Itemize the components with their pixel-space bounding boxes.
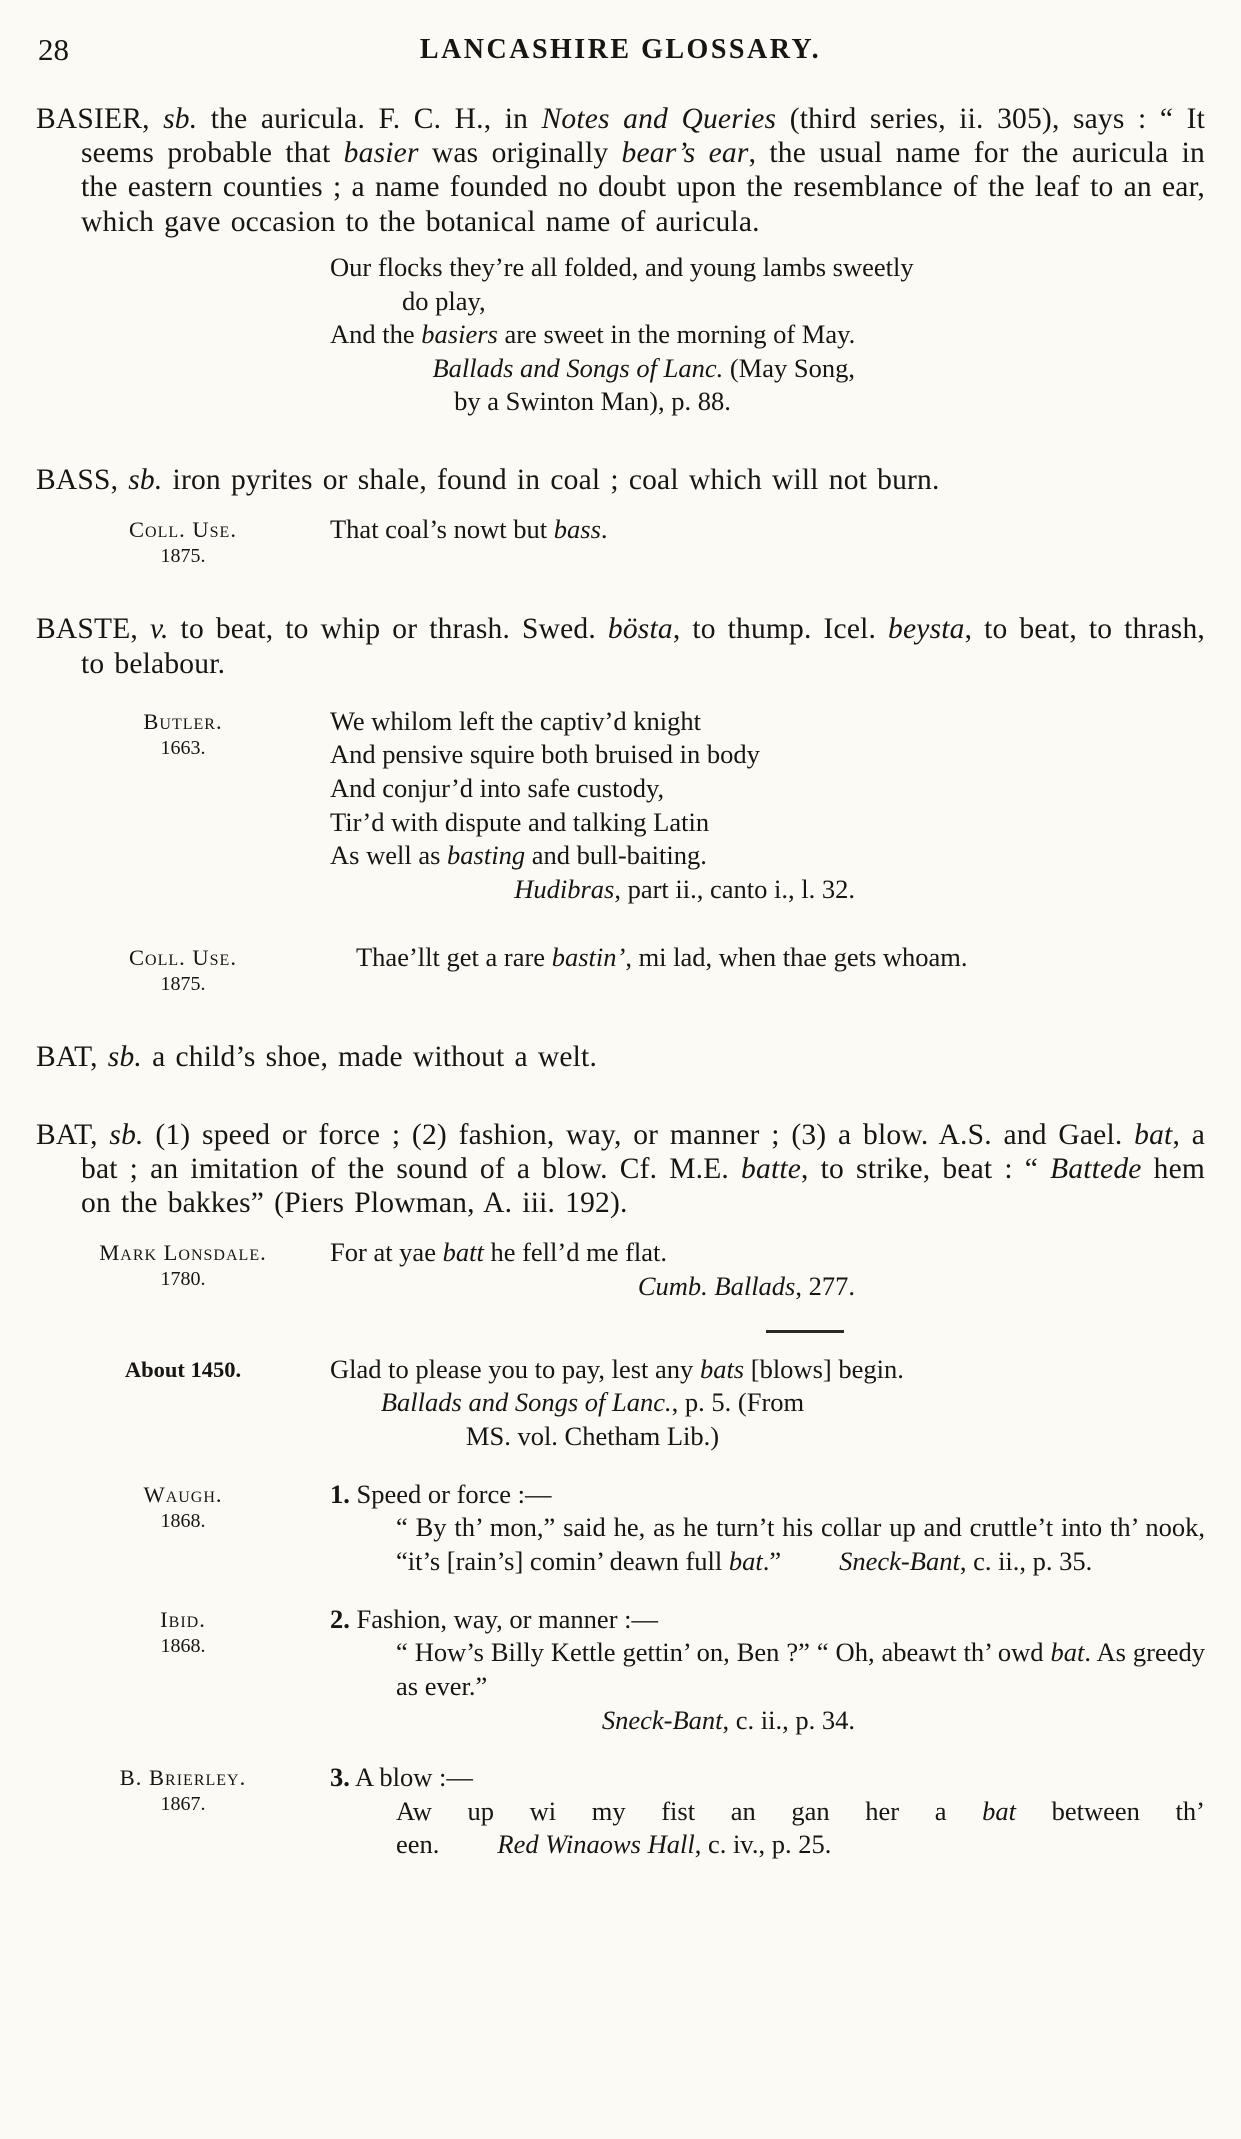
quote-attribution: Ballads and Songs of Lanc. (May Song,: [432, 352, 855, 383]
page-title: LANCASHIRE GLOSSARY.: [419, 34, 822, 65]
sense-number-heading: 2. Fashion, way, or manner :—: [330, 1603, 659, 1634]
quote-line: do play,: [402, 285, 486, 316]
citation-quote: [330, 1353, 1205, 1454]
citation-quote: [330, 513, 1205, 568]
quote-line: And pensive squire both bruised in body: [330, 739, 760, 770]
quote-line: Our flocks they’re all folded, and young lambs sweetly: [330, 251, 914, 282]
citation-source: B. Brierley.: [119, 1765, 247, 1791]
citation-year: 1868.: [160, 1509, 206, 1532]
citation-quote: [330, 705, 1205, 907]
citation-source-label: [36, 1478, 330, 1579]
quote-attribution: Cumb. Ballads, 277.: [637, 1271, 855, 1302]
quote-line: “ How’s Billy Kettle gettin’ on, Ben ?” “ Oh, abeawt th’ owd bat. As greedy as ever.”: [396, 1637, 1205, 1701]
citation-source: Coll. Use.: [129, 944, 237, 970]
quote-line: Glad to please you to pay, lest any bats [blows] begin.: [330, 1353, 904, 1384]
entry-basier: [36, 102, 1205, 419]
entry-baste-definition: BASTE, v. to beat, to whip or thrash. Swed. bösta, to thump. Icel. beysta, to beat, to thrash, to belabour.: [36, 613, 1205, 680]
citation-butler-1663: [36, 705, 1205, 907]
citation-year: 1875.: [160, 972, 206, 995]
quote-reference: Red Winaows Hall, c. iv., p. 25.: [497, 1829, 832, 1860]
citation-source-label: [36, 705, 330, 907]
citation-quote: [330, 1761, 1205, 1862]
citation-source-label: [36, 941, 330, 996]
citation-waugh-1868: [36, 1478, 1205, 1579]
citation-source-label: [36, 1353, 330, 1454]
entry-bat-shoe-definition: BAT, sb. a child’s shoe, made without a welt.: [36, 1040, 598, 1073]
quote-line: That coal’s nowt but bass.: [330, 514, 608, 545]
citation-year: 1780.: [160, 1268, 206, 1291]
entry-baste: [36, 612, 1205, 995]
entry-basier-quotation: [330, 251, 1205, 419]
quote-line: Tir’d with dispute and talking Latin: [330, 806, 710, 837]
scanned-page: [36, 30, 1205, 1862]
citation-source: About 1450.: [124, 1356, 242, 1382]
entry-bass-definition: BASS, sb. iron pyrites or shale, found in coal ; coal which will not burn.: [36, 464, 940, 497]
citation-brierley-1867: [36, 1761, 1205, 1862]
citation-source: Waugh.: [143, 1481, 223, 1507]
citation-coll-use-1875: [36, 941, 1205, 996]
entry-basier-definition: BASIER, sb. the auricula. F. C. H., in Notes and Queries (third series, ii. 305), says : “ It seems probable that basier was originally bear’s ear, the usual name for the auricula in the eastern counties ; a name founded no doubt upon the resemblance of the leaf to an ear, which gave occasion to the botanical name of auricula.: [36, 103, 1206, 238]
citation-source-label: [36, 1761, 330, 1862]
quote-line: For at yae batt he fell’d me flat.: [330, 1237, 668, 1268]
page-number: 28: [38, 32, 69, 67]
quote-attribution: Ballads and Songs of Lanc., p. 5. (From: [380, 1387, 805, 1418]
quote-text: Aw up wi my fist an gan her a bat between th’ een.: [396, 1795, 1205, 1860]
citation-source-label: [36, 513, 330, 568]
quote-attribution: MS. vol. Chetham Lib.): [465, 1421, 720, 1452]
citation-quote: [330, 1478, 1205, 1579]
citation-source-label: [36, 1603, 330, 1738]
citation-source: Mark Lonsdale.: [99, 1240, 267, 1266]
quote-line: [396, 1795, 1205, 1862]
citation-source-label: [36, 1236, 330, 1303]
section-divider-rule: [766, 1330, 844, 1333]
citation-ibid-1868: [36, 1603, 1205, 1738]
quote-line: Thae’llt get a rare bastin’, mi lad, when thae gets whoam.: [356, 941, 968, 972]
citation-quote: [330, 941, 1205, 996]
quote-line: As well as basting and bull-baiting.: [330, 840, 707, 871]
quote-line: [396, 1511, 1205, 1578]
quote-text: “ By th’ mon,” said he, as he turn’t his collar up and cruttle’t into th’ nook, “it’s [rain’s] comin’ deawn full bat.”: [396, 1512, 1205, 1576]
quote-attribution: by a Swinton Man), p. 88.: [454, 386, 731, 417]
citation-about-1450: [36, 1353, 1205, 1454]
citation-year: 1875.: [160, 545, 206, 568]
sense-number-heading: 1. Speed or force :—: [330, 1478, 552, 1509]
sense-number-heading: 3. A blow :—: [330, 1762, 473, 1793]
quote-reference: Sneck-Bant, c. ii., p. 34.: [601, 1704, 855, 1735]
citation-source: Butler.: [143, 708, 223, 734]
quote-line: And the basiers are sweet in the morning of May.: [330, 319, 856, 350]
entry-bat-blow-definition: BAT, sb. (1) speed or force ; (2) fashion, way, or manner ; (3) a blow. A.S. and Gael. bat, a bat ; an imitation of the sound of a blow. Cf. M.E. batte, to strike, beat : “ Battede hem on the bakkes” (Piers Plowman, A. iii. 192).: [36, 1118, 1206, 1220]
citation-quote: [330, 1236, 1205, 1303]
quote-line: And conjur’d into safe custody,: [330, 773, 665, 804]
citation-mark-lonsdale-1780: [36, 1236, 1205, 1303]
citation-year: 1868.: [160, 1634, 206, 1657]
quote-line: We whilom left the captiv’d knight: [330, 705, 701, 736]
citation-source: Coll. Use.: [129, 517, 237, 543]
quote-attribution: Hudibras, part ii., canto i., l. 32.: [514, 873, 855, 904]
page-header: [36, 30, 1205, 72]
citation-source: Ibid.: [160, 1606, 206, 1632]
citation-quote: [330, 1603, 1205, 1738]
entry-bass: [36, 463, 1205, 568]
citation-coll-use-1875: [36, 513, 1205, 568]
citation-year: 1867.: [160, 1793, 206, 1816]
quote-reference: Sneck-Bant, c. ii., p. 35.: [839, 1545, 1093, 1576]
entry-bat-shoe: [36, 1040, 1205, 1074]
citation-year: 1663.: [160, 736, 206, 759]
entry-bat-blow: [36, 1118, 1205, 1862]
